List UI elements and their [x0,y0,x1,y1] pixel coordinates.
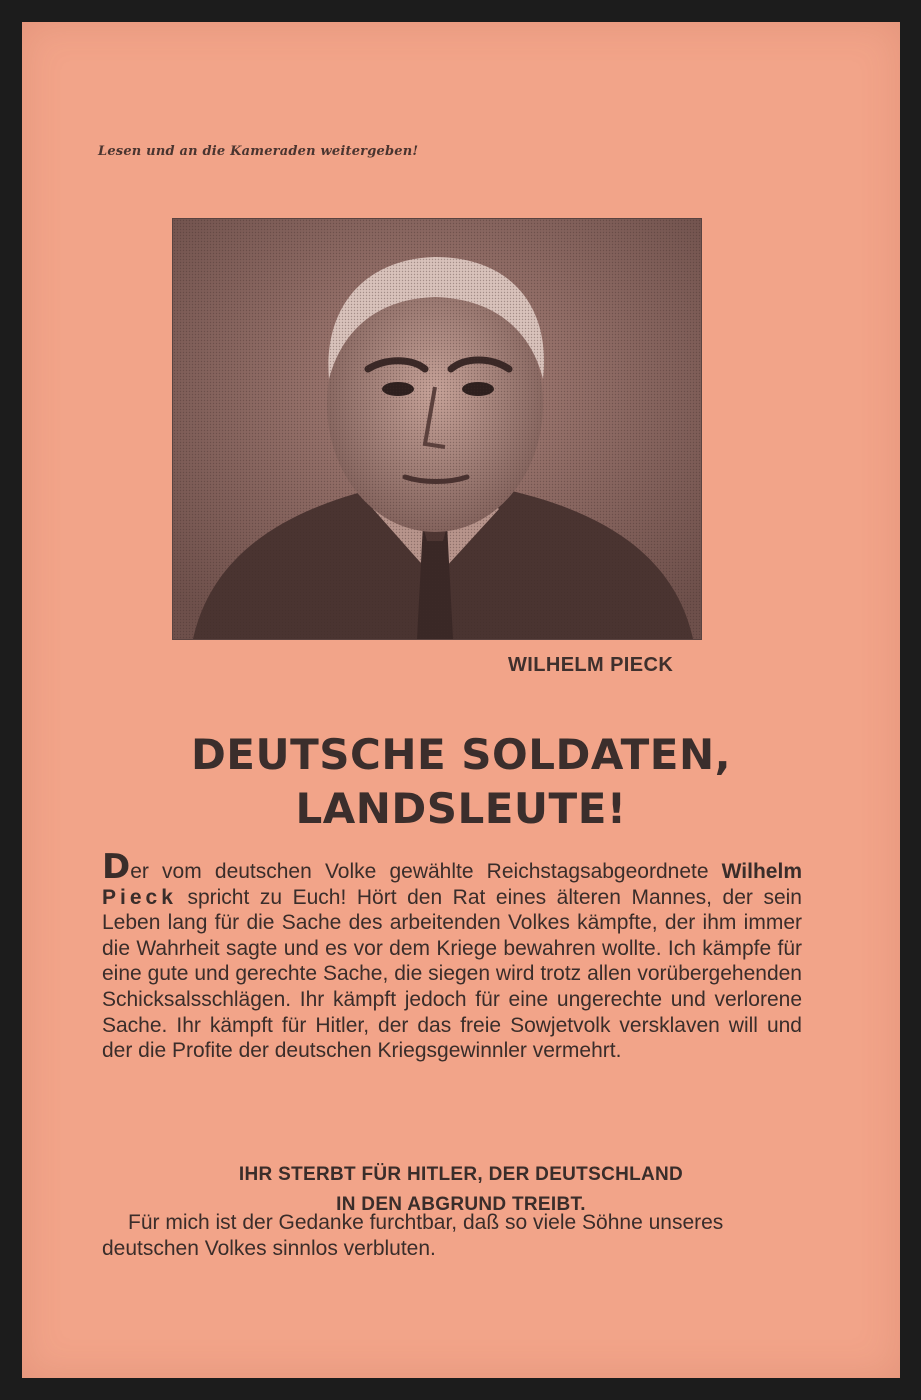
headline-line-2: LANDSLEUTE! [295,784,627,833]
tagline: Lesen und an die Kameraden weitergeben! [98,144,419,159]
headline [22,728,900,836]
leaflet-sheet [22,22,900,1378]
drop-cap: D [102,847,131,887]
closing-paragraph: Für mich ist der Gedanke furchtbar, daß so viele Söhne unseres deutschen Volkes sinnlos verbluten. [102,1211,724,1260]
slogan-line-1: IHR STERBT FÜR HITLER, DER DEUTSCHLAND [238,1164,684,1185]
slogan-line-2: IN DEN ABGRUND TREIBT. [336,1194,586,1215]
author-first-name: Wilhelm [721,860,802,883]
portrait-illustration [173,219,701,639]
headline-line-1: DEUTSCHE SOLDATEN, [190,730,732,779]
body-text-part-1: er vom deutschen Volke gewählte Reichstagsabgeordnete [130,860,709,883]
body-text-part-2: spricht zu Euch! Hört den Rat eines älteren Mannes, der sein Leben lang für die Sache des arbeitenden Volkes kämpfte, der ihm immer die Wahrheit sagte und es vor dem Kriege bewahren wollte. Ich kämpfe für eine gute und gerechte Sache, die siegen wird trotz allen vorübergehenden Schicksalsschlägen. Ihr kämpft jedoch für eine ungerechte und verlorene Sache. Ihr kämpft für Hitler, der das freie Sowjetvolk versklaven will und der die Profite der deutschen Kriegsgewinnler vermehrt. [102,885,802,1063]
body-paragraph [102,847,802,1064]
portrait-photo [172,218,702,640]
author-last-name: Pieck [102,885,177,909]
portrait-caption: WILHELM PIECK [508,654,674,676]
